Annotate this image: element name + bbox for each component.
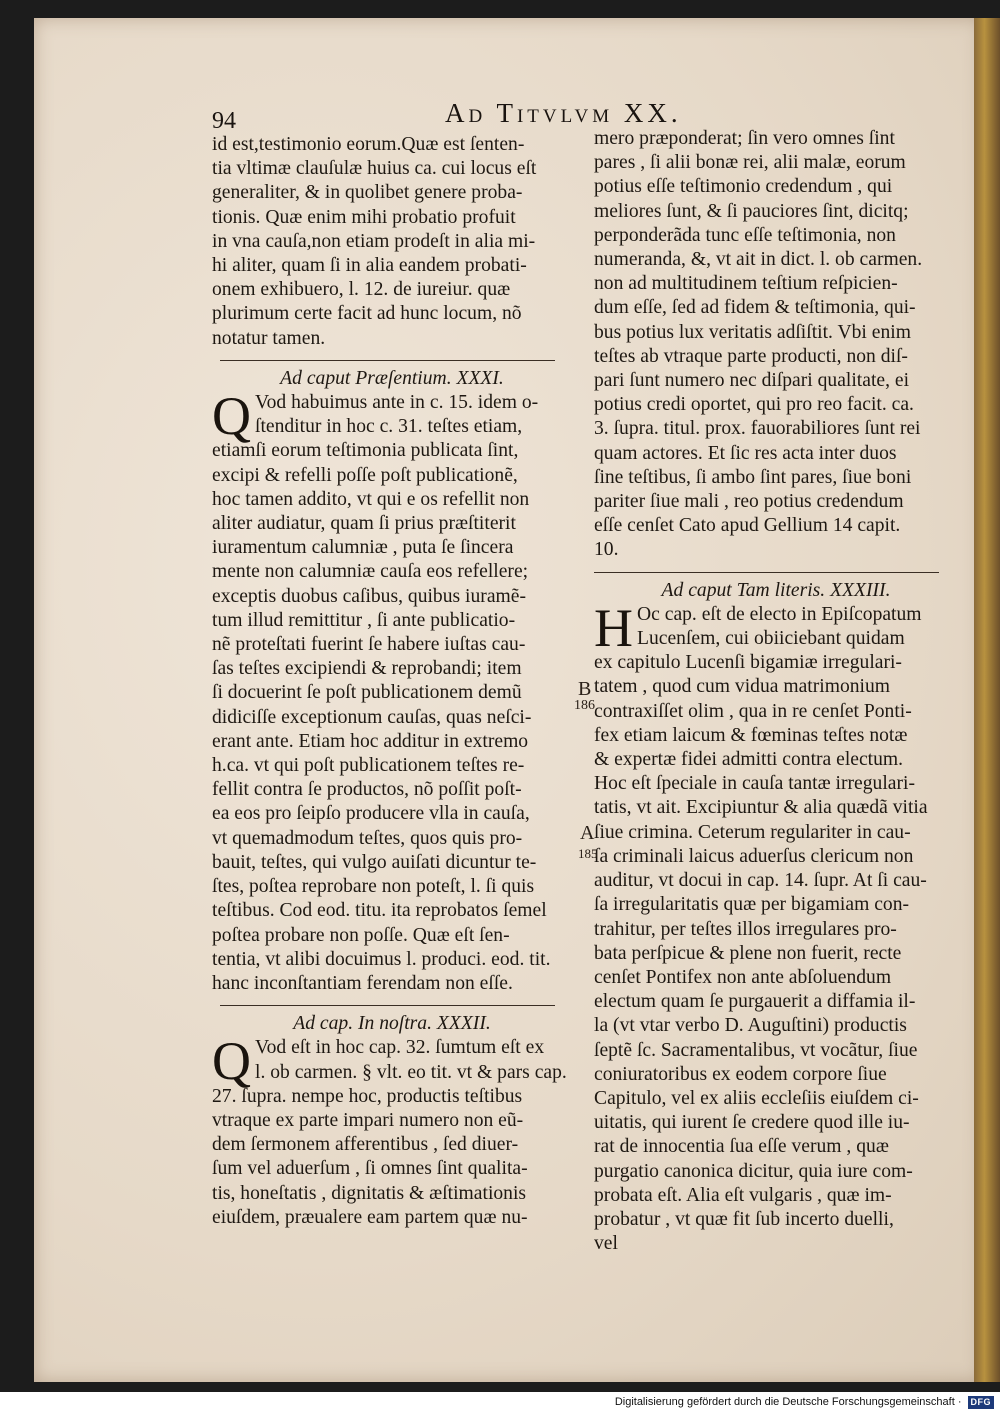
text-line: tatem , quod cum vidua matrimonium	[594, 676, 891, 698]
text-line: in vna cauſa,non etiam prodeſt in alia mi-	[212, 230, 536, 252]
dropcap: H	[594, 597, 633, 658]
text-line: probata eſt. Alia eſt vulgaris , quæ im-	[594, 1184, 892, 1206]
page-number: 94	[212, 108, 236, 134]
text-line: erant ante. Etiam hoc additur in extremo	[212, 730, 529, 752]
text-line: ſi docuerint ſe poſt publicationem demũ	[212, 682, 522, 704]
left-column	[212, 133, 572, 1230]
text-line: tentia, vt alibi docuimus l. produci. eod. tit.	[212, 948, 551, 970]
right-column	[594, 127, 958, 1256]
text-line: vtraque ex parte impari numero non eũ-	[212, 1109, 524, 1131]
intro-text	[212, 133, 572, 351]
text-line: Hoc eſt ſpeciale in cauſa tantæ irregulari-	[594, 773, 915, 795]
text-line: ſeptẽ ſc. Sacramentalibus, vt vocãtur, ſiue	[594, 1039, 918, 1061]
text-line: ſum vel aduerſum , ſi omnes ſint qualita-	[212, 1158, 528, 1180]
text-line: tatis, vt ait. Excipiuntur & alia quædã vitia	[594, 797, 928, 819]
section-31-text	[212, 386, 572, 996]
section-heading-33: Ad caput Tam literis. XXXIII.	[661, 579, 891, 601]
text-line: tionis. Quæ enim mihi probatio profuit	[212, 206, 516, 228]
text-line: auditur, vt docui in cap. 14. ſupr. At ſi cau-	[594, 870, 927, 892]
text-line: notatur tamen.	[212, 327, 326, 349]
text-line: ſas teſtes excipiendi & reprobandi; item	[212, 658, 522, 680]
text-line: eſſe cenſet Cato apud Gellium 14 capit.	[594, 515, 901, 537]
text-line: Oc cap. eſt de electo in Epiſcopatum	[637, 603, 922, 625]
section-divider	[220, 1005, 555, 1006]
text-line: id est,testimonio eorum.Quæ est ſenten-	[212, 134, 525, 155]
text-line: ea eos pro ſeipſo producere vlla in cauſa,	[212, 803, 530, 825]
margin-note-186: 186	[574, 698, 595, 713]
section-heading-31: Ad caput Præſentium. XXXI.	[280, 367, 504, 389]
text-line: coniuratoribus ex eodem corpore ſiue	[594, 1063, 887, 1085]
text-line: ſiue crimina. Ceterum regulariter in cau-	[594, 821, 911, 843]
text-line: contraxiſſet olim , qua in re cenſet Ponti-	[594, 700, 912, 722]
text-line: hoc tamen addito, vt qui e os refellit non	[212, 488, 530, 510]
text-line: non ad multitudinem teſtium reſpicien-	[594, 273, 898, 295]
text-line: vel	[594, 1233, 618, 1255]
text-line: bauit, teſtes, qui vulgo auiſati dicuntur te-	[212, 851, 537, 873]
text-line: aliter audiatur, quam ſi prius præſtiterit	[212, 513, 516, 535]
section-33-text	[594, 597, 958, 1256]
text-line: fex etiam laicum & fœminas teſtes notæ	[594, 724, 908, 746]
section-32-text	[212, 1031, 572, 1230]
continued-text	[594, 127, 958, 563]
footer-text: Digitalisierung gefördert durch die Deutsche Forschungsgemeinschaft ·	[614, 1396, 962, 1408]
text-line: pariter ſiue mali , reo potius credendum	[594, 491, 904, 513]
text-line: hanc inconſtantiam ferendam non eſſe.	[212, 972, 513, 994]
text-line: purgatio canonica dicitur, quia iure com-	[594, 1160, 913, 1182]
text-line: etiamſi eorum teſtimonia publicata ſint,	[212, 440, 519, 462]
text-line: l. ob carmen. § vlt. eo tit. vt & pars cap.	[255, 1061, 567, 1083]
text-line: 27. ſupra. nempe hoc, productis teſtibus	[212, 1085, 523, 1107]
text-line: didiciſſe exceptionum cauſas, quas neſci-	[212, 706, 532, 728]
digitization-footer	[0, 1392, 1000, 1412]
text-line: ſtenditur in hoc c. 31. teſtes etiam,	[255, 416, 523, 438]
text-line: ſa criminali laicus aduerſus clericum non	[594, 845, 914, 867]
text-line: perponderãda tunc eſſe teſtimonia, non	[594, 224, 896, 246]
running-title: Ad Titvlvm XX.	[445, 98, 682, 128]
text-line: iuramentum calumniæ , puta ſe ſincera	[212, 537, 514, 559]
text-line: numeranda, &, vt ait in dict. l. ob carmen.	[594, 249, 923, 271]
text-line: fellit contra ſe productos, nõ poſſit poſt-	[212, 779, 522, 801]
dropcap: Q	[212, 386, 251, 447]
text-line: probatur , vt quæ fit ſub incerto duelli,	[594, 1208, 894, 1230]
text-line: teſtibus. Cod eod. titu. ita reprobatos ſemel	[212, 900, 547, 922]
text-line: eiuſdem, præualere eam partem quæ nu-	[212, 1206, 528, 1228]
text-line: ſine teſtibus, ſi ambo ſint pares, ſiue boni	[594, 466, 912, 488]
text-line: Capitulo, vel ex aliis eccleſiis eiuſdem ci-	[594, 1087, 919, 1109]
text-line: & expertæ fidei admitti contra electum.	[594, 749, 904, 771]
text-line: exceptis duobus caſibus, quibus iuramẽ-	[212, 585, 526, 607]
text-line: ſtes, poſtea reprobare non poteſt, l. ſi quis	[212, 876, 535, 898]
text-line: bata perſpicue & plene non fuerit, recte	[594, 942, 902, 964]
text-line: tum illud remittitur , ſi ante publicatio-	[212, 609, 516, 631]
text-line: dem ſermonem afferentibus , ſed diuer-	[212, 1134, 519, 1156]
text-line: generaliter, & in quolibet genere proba-	[212, 182, 523, 204]
text-line: quam actores. Et ſic res acta inter duos	[594, 442, 897, 464]
text-line: tia vltimæ clauſulæ huius ca. cui locus eſt	[212, 158, 537, 180]
text-line: hi aliter, quam ſi in alia eandem probati-	[212, 255, 527, 277]
margin-note-b: B	[578, 678, 592, 700]
text-line: tis, honeſtatis , dignitatis & æſtimationis	[212, 1182, 527, 1204]
text-line: pares , ſi alii bonæ rei, alii malæ, eorum	[594, 152, 906, 174]
text-line: ſa irregularitatis quæ per bigamiam con-	[594, 894, 910, 916]
book-edge	[974, 18, 1000, 1382]
text-line: mente non calumniæ cauſa eos refellere;	[212, 561, 529, 583]
dfg-logo: DFG	[968, 1396, 995, 1409]
text-line: teſtes ab vtraque parte producti, non diſ-	[594, 345, 908, 367]
text-line: Vod eſt in hoc cap. 32. ſumtum eſt ex	[255, 1037, 545, 1059]
text-line: dum eſſe, ſed ad fidem & teſtimonia, qui-	[594, 297, 916, 319]
text-line: electum quam ſe purgauerit a diffamia il-	[594, 991, 916, 1013]
text-line: Vod habuimus ante in c. 15. idem o-	[255, 392, 539, 414]
section-heading-32: Ad cap. In noſtra. XXXII.	[293, 1013, 491, 1035]
text-line: 10.	[594, 539, 619, 561]
text-line: trahitur, per teſtes illos irregulares pro-	[594, 918, 897, 940]
margin-note-185: 185	[578, 846, 598, 861]
text-line: rat de innocentia ſua eſſe verum , quæ	[594, 1136, 889, 1158]
text-line: Lucenſem, cui obiiciebant quidam	[637, 628, 905, 650]
text-line: bus potius lux veritatis adſiſtit. Vbi enim	[594, 321, 911, 343]
text-line: vt quemadmodum teſtes, quos quis pro-	[212, 827, 523, 849]
section-divider	[220, 360, 555, 361]
text-line: 3. ſupra. titul. prox. fauorabiliores ſunt rei	[594, 418, 921, 440]
dropcap: Q	[212, 1031, 251, 1092]
text-line: mero præponderat; ſin vero omnes ſint	[594, 128, 895, 149]
text-line: ex capitulo Lucenſi bigamiæ irregulari-	[594, 652, 902, 674]
text-line: nẽ proteſtati fuerint ſe habere iuſtas cau-	[212, 634, 526, 656]
text-line: potius credi oportet, qui pro reo facit. ca.	[594, 394, 914, 416]
text-line: excipi & refelli poſſe poſt publicationẽ,	[212, 464, 518, 486]
text-line: h.ca. vt qui poſt publicationem teſtes re-	[212, 755, 525, 777]
text-line: la (vt vtar verbo D. Auguſtini) productis	[594, 1015, 907, 1037]
text-line: uitatis, qui iurent ſe credere quod ille iu-	[594, 1112, 910, 1134]
section-divider	[594, 572, 939, 573]
text-line: onem exhibuero, l. 12. de iureiur. quæ	[212, 279, 511, 301]
text-line: plurimum certe facit ad hunc locum, nõ	[212, 303, 522, 325]
margin-note-a: A	[580, 822, 595, 844]
text-line: cenſet Pontifex non ante abſoluendum	[594, 966, 892, 988]
text-line: meliores ſunt, & ſi pauciores ſint, dicitq;	[594, 200, 909, 222]
text-line: pari ſunt numero nec diſpari qualitate, ei	[594, 370, 910, 392]
text-line: poſtea probare non poſſe. Quæ eſt ſen-	[212, 924, 510, 946]
text-line: potius eſſe teſtimonio credendum , qui	[594, 176, 893, 198]
